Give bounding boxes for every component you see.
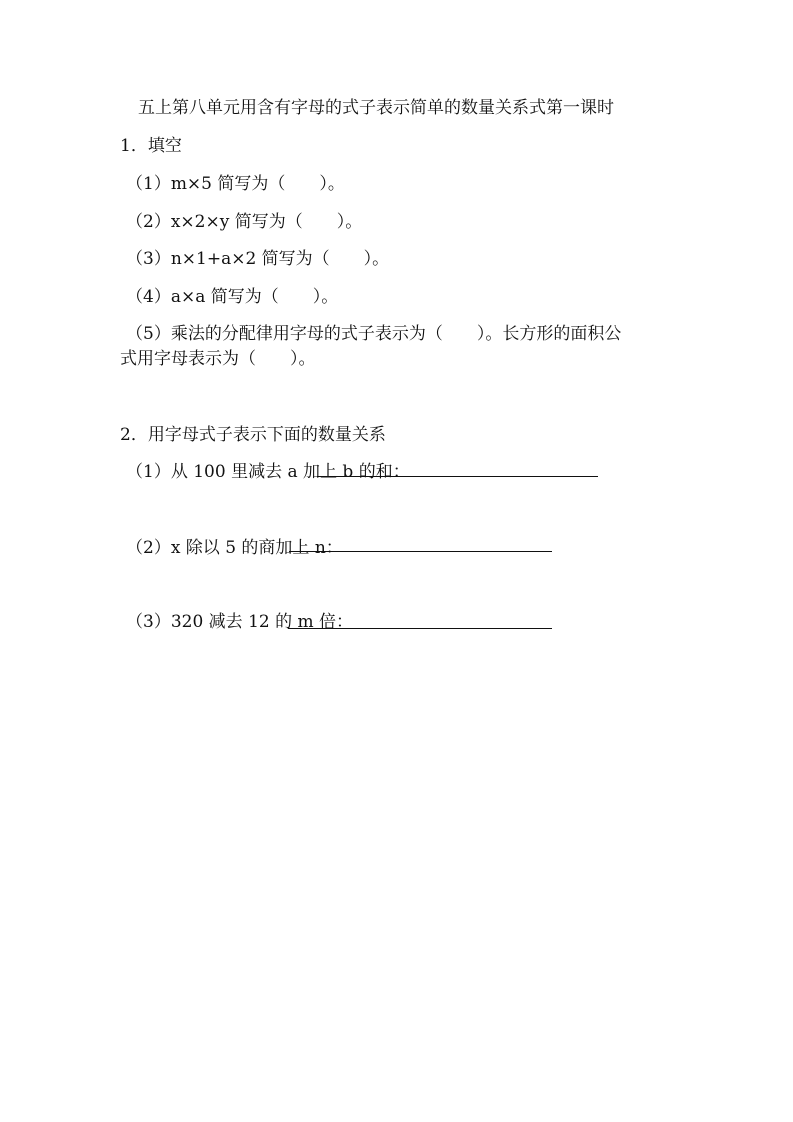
expression-item-1: （1）从 100 里减去 a 加上 b 的和： bbox=[126, 462, 410, 482]
worksheet-title: 五上第八单元用含有字母的式子表示简单的数量关系式第一课时 bbox=[138, 98, 614, 118]
section-2-heading: 2．用字母式子表示下面的数量关系 bbox=[120, 425, 386, 445]
section-1-heading: 1．填空 bbox=[120, 136, 182, 156]
fill-blank-item-1: （1）m×5 简写为（ ）。 bbox=[126, 174, 345, 194]
answer-line-1[interactable] bbox=[317, 476, 598, 477]
answer-line-2[interactable] bbox=[289, 551, 552, 552]
expression-item-3: （3）320 减去 12 的 m 倍： bbox=[126, 612, 354, 632]
expression-item-2: （2）x 除以 5 的商加上 n： bbox=[126, 538, 343, 558]
answer-line-3[interactable] bbox=[288, 628, 552, 629]
fill-blank-item-2: （2）x×2×y 简写为（ ）。 bbox=[126, 212, 363, 232]
fill-blank-item-3: （3）n×1+a×2 简写为（ ）。 bbox=[126, 249, 390, 269]
fill-blank-item-5-line-1: （5）乘法的分配律用字母的式子表示为（ ）。长方形的面积公 bbox=[126, 324, 622, 344]
fill-blank-item-4: （4）a×a 简写为（ ）。 bbox=[126, 287, 339, 307]
fill-blank-item-5-line-2: 式用字母表示为（ ）。 bbox=[120, 349, 316, 369]
